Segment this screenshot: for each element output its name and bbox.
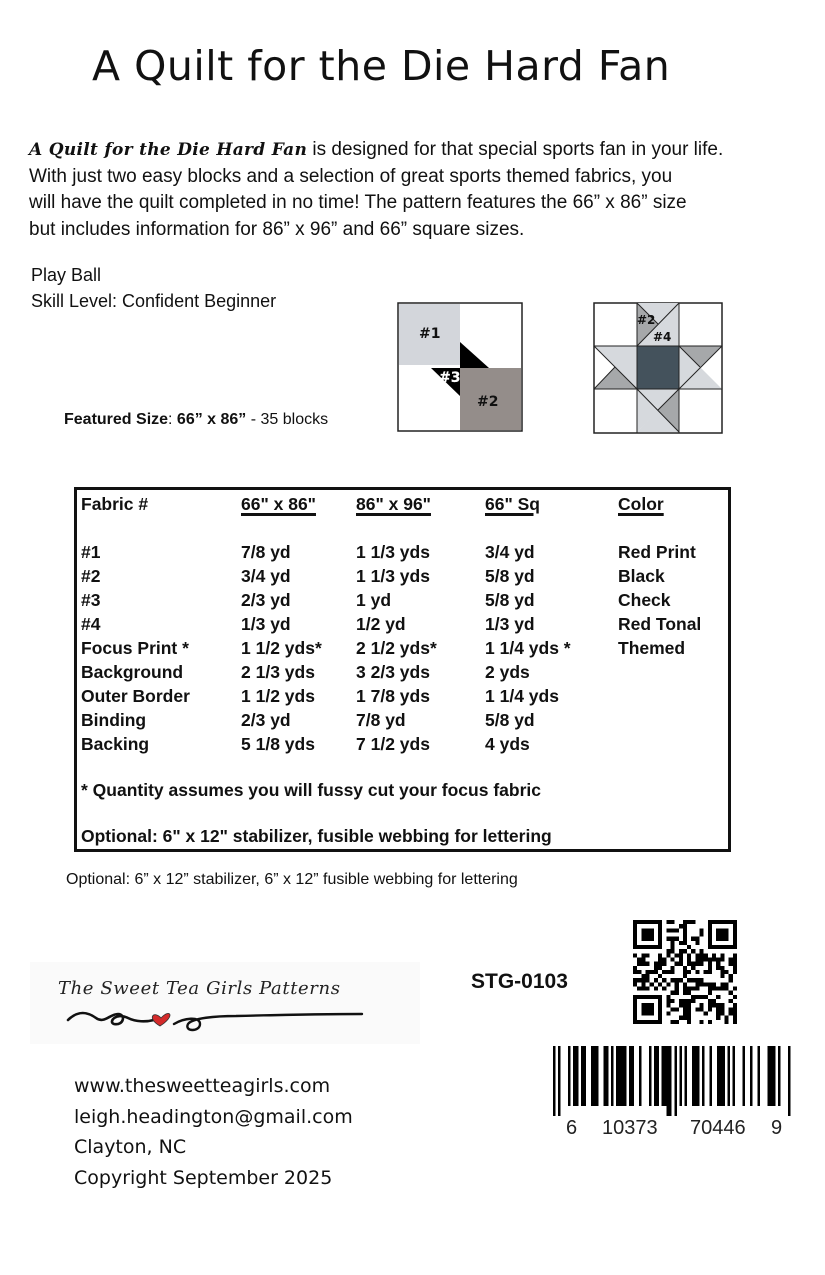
variant-name: Play Ball: [31, 265, 102, 285]
block-1-diagram: [397, 302, 523, 432]
page-title: A Quilt for the Die Hard Fan: [92, 42, 671, 90]
contact-info: [74, 1071, 353, 1193]
fabric-name-cell: Background: [81, 662, 184, 682]
block-1-label-1: #1: [419, 326, 441, 342]
header-size-66sq: 66" Sq: [485, 494, 540, 514]
yardage-cell: 3/4 yd: [485, 542, 535, 562]
logo-text: The Sweet Tea Girls Patterns: [58, 978, 341, 999]
featured-size-value: 66” x 86”: [176, 411, 247, 428]
yardage-cell: 7/8 yd: [241, 542, 291, 562]
star-center: [637, 346, 679, 389]
intro-line-3: will have the quilt completed in no time! The pattern features the 66” x 86” size: [29, 192, 687, 213]
yardage-cell: 1/2 yd: [356, 614, 406, 634]
table-spacer-row: [81, 518, 701, 542]
yardage-cell: 1/3 yd: [485, 614, 535, 634]
color-cell: [618, 734, 701, 758]
color-cell: [618, 710, 701, 734]
yardage-cell: 1 1/2 yds*: [241, 638, 322, 658]
block-2-label-2: #2: [637, 313, 656, 327]
fabric-name-cell: Backing: [81, 734, 150, 754]
barcode-digit-check: 9: [771, 1117, 783, 1139]
color-cell: Red Tonal: [618, 614, 702, 634]
yardage-cell: 2 1/2 yds*: [356, 638, 437, 658]
logo-swirl-heart-icon: [66, 1004, 366, 1034]
table-row: [81, 614, 701, 638]
fabric-name-cell: #2: [81, 566, 101, 586]
yardage-cell: 2/3 yd: [241, 710, 291, 730]
yardage-cell: 2/3 yd: [241, 590, 291, 610]
yardage-cell: 2 1/3 yds: [241, 662, 315, 682]
fabric-name-cell: Binding: [81, 710, 147, 730]
block-1-label-2: #2: [477, 394, 499, 410]
logo-heart-icon: [152, 1013, 170, 1026]
header-color: Color: [618, 494, 664, 514]
yardage-cell: 1 yd: [356, 590, 392, 610]
brand-logo: [30, 962, 420, 1044]
yardage-cell: 1 1/3 yds: [356, 542, 430, 562]
fabric-requirements-table: [74, 487, 731, 852]
yardage-cell: 5/8 yd: [485, 590, 535, 610]
fabric-name-cell: #1: [81, 542, 101, 562]
intro-line-2: With just two easy blocks and a selection of great sports themed fabrics, you: [29, 165, 673, 187]
color-cell: Black: [618, 566, 665, 586]
table-row: [81, 566, 701, 590]
color-cell: Check: [618, 590, 671, 610]
block-2-diagram: [593, 302, 723, 434]
table-row: [81, 662, 701, 686]
table-row: [81, 590, 701, 614]
optional-supplies-note: Optional: 6” x 12” stabilizer, 6” x 12” fusible webbing for lettering: [66, 871, 518, 888]
barcode-digits-right: 70446: [690, 1117, 746, 1139]
table-row: [81, 638, 701, 662]
table-header-row: [81, 494, 701, 518]
yardage-cell: 1 1/2 yds: [241, 686, 315, 706]
featured-size-label: Featured Size: [64, 411, 169, 428]
skill-level: Skill Level: Confident Beginner: [31, 291, 277, 311]
email-link[interactable]: leigh.headington@gmail.com: [74, 1105, 353, 1128]
intro-line-4: but includes information for 86” x 96” and 66” square sizes.: [29, 218, 525, 240]
yardage-cell: 5/8 yd: [485, 710, 535, 730]
location: Clayton, NC: [74, 1136, 187, 1158]
featured-colon: :: [168, 411, 177, 428]
yardage-cell: 3/4 yd: [241, 566, 291, 586]
yardage-cell: 5/8 yd: [485, 566, 535, 586]
yardage-cell: 4 yds: [485, 734, 530, 754]
block-2-label-4: #4: [653, 330, 672, 344]
header-fabric: Fabric #: [81, 494, 149, 514]
table-footnote: * Quantity assumes you will fussy cut your focus fabric: [81, 780, 541, 800]
block-1-label-3: #3: [439, 370, 461, 386]
yardage-cell: 7/8 yd: [356, 710, 406, 730]
pattern-meta: [31, 262, 276, 314]
featured-size-blocks: - 35 blocks: [246, 411, 329, 428]
fabric-name-cell: #4: [81, 614, 101, 634]
header-size-86x96: 86" x 96": [356, 494, 431, 514]
yardage-cell: 1 1/4 yds: [485, 686, 559, 706]
yardage-cell: 1/3 yd: [241, 614, 291, 634]
qr-code-icon[interactable]: [633, 920, 737, 1024]
yardage-cell: 1 1/4 yds *: [485, 638, 571, 658]
yardage-cell: 1 1/3 yds: [356, 566, 430, 586]
featured-size: [64, 411, 328, 429]
color-cell: Themed: [618, 638, 686, 658]
yardage-cell: 2 yds: [485, 662, 530, 682]
yardage-cell: 1 7/8 yds: [356, 686, 430, 706]
intro-script-title: A Quilt for the Die Hard Fan: [29, 140, 308, 160]
pattern-sku: STG-0103: [471, 970, 568, 993]
fabric-table-grid: [81, 494, 701, 758]
table-row: [81, 734, 701, 758]
header-size-66x86: 66" x 86": [241, 494, 316, 514]
color-cell: [618, 662, 701, 686]
table-row: [81, 710, 701, 734]
yardage-cell: 3 2/3 yds: [356, 662, 430, 682]
fabric-name-cell: Focus Print *: [81, 638, 189, 658]
table-row: [81, 542, 701, 566]
table-optional-note: Optional: 6" x 12" stabilizer, fusible webbing for lettering: [81, 826, 552, 846]
barcode-digits-left: 10373: [602, 1117, 658, 1139]
intro-line-1: [29, 137, 789, 164]
copyright: Copyright September 2025: [74, 1166, 333, 1189]
table-row: [81, 686, 701, 710]
fabric-name-cell: Outer Border: [81, 686, 190, 706]
color-cell: [618, 686, 701, 710]
fabric-name-cell: #3: [81, 590, 101, 610]
yardage-cell: 7 1/2 yds: [356, 734, 430, 754]
intro-paragraph: [29, 137, 789, 243]
color-cell: Red Print: [618, 542, 696, 562]
barcode-digit-system: 6: [566, 1117, 578, 1139]
intro-line-1-rest: is designed for that special sports fan in your life.: [307, 139, 724, 160]
yardage-cell: 5 1/8 yds: [241, 734, 315, 754]
website-link[interactable]: www.thesweetteagirls.com: [74, 1075, 331, 1097]
upc-barcode-icon: [553, 1046, 793, 1116]
